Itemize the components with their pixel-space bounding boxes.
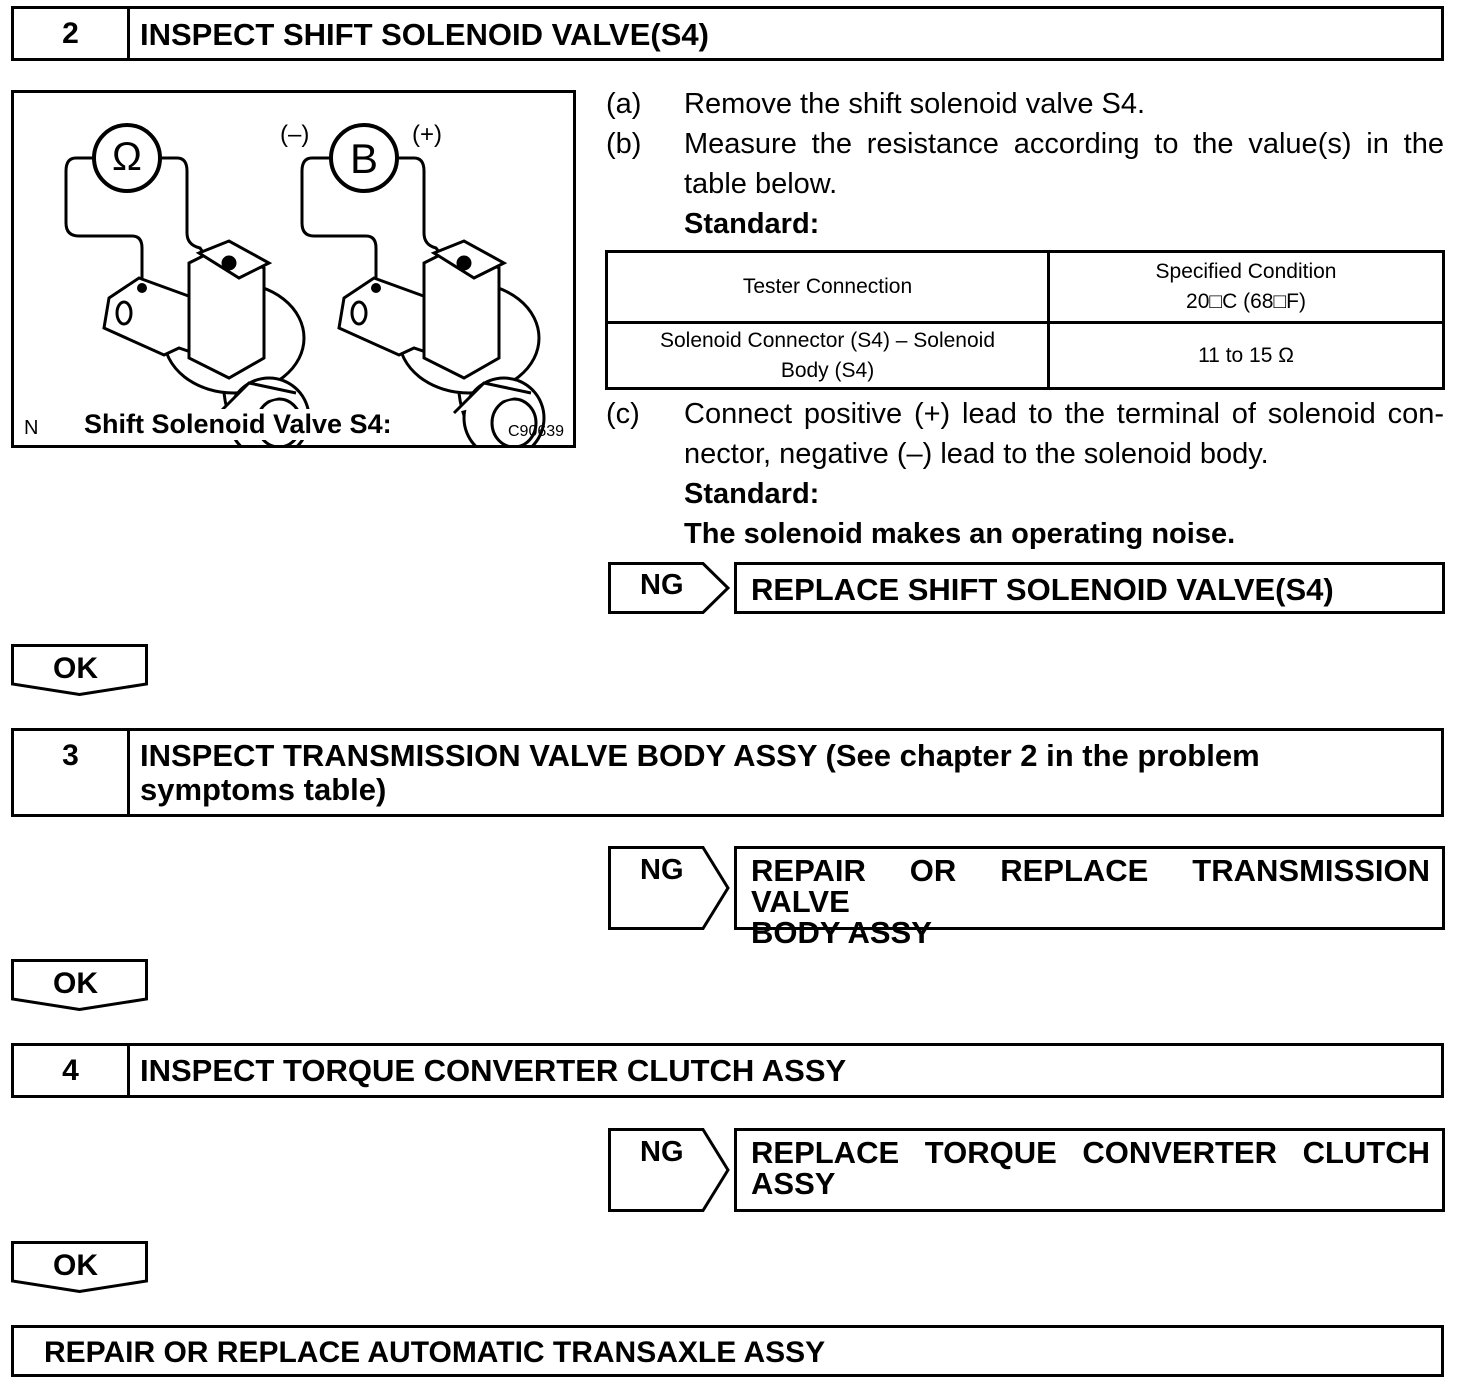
step-number: 4 xyxy=(14,1046,130,1095)
ng-arrow-step2 xyxy=(608,562,730,614)
step-title-line1: INSPECT TRANSMISSION VALVE BODY ASSY (See chapter 2 in the problem xyxy=(140,738,1260,773)
ohm-symbol: Ω xyxy=(112,135,142,179)
ng-label: NG xyxy=(640,854,684,886)
step-b-text: Measure the resistance according to the value(s) in the table below. xyxy=(684,128,1444,200)
step-title: INSPECT TORQUE CONVERTER CLUTCH ASSY xyxy=(140,1053,847,1088)
standard-text: The solenoid makes an operating noise. xyxy=(684,518,1236,550)
ng-action-line1: REPLACE TORQUE CONVERTER CLUTCH xyxy=(751,1135,1430,1170)
table-header-specified-condition: Specified Condition 20□C (68□F) xyxy=(1049,252,1444,323)
ng-action-line1: REPAIR OR REPLACE TRANSMISSION VALVE xyxy=(751,853,1430,919)
battery-lead-positive xyxy=(397,158,446,261)
ohmmeter-lead-right xyxy=(160,158,209,261)
step-c-letter: (c) xyxy=(606,398,640,430)
step-4-header xyxy=(11,1043,1444,1098)
ng-action-step2: REPLACE SHIFT SOLENOID VALVE(S4) xyxy=(734,562,1445,614)
ng-action-step4 xyxy=(734,1128,1445,1212)
ng-label: NG xyxy=(640,569,684,601)
positive-label: (+) xyxy=(412,121,442,148)
step-title-line2: symptoms table) xyxy=(140,772,387,807)
ok-label: OK xyxy=(53,967,98,1000)
battery-symbol: B xyxy=(349,135,378,182)
ok-arrow-step4 xyxy=(11,1241,148,1291)
final-action: REPAIR OR REPLACE AUTOMATIC TRANSAXLE ASSY xyxy=(44,1336,826,1369)
step-c-line1: Connect positive (+) lead to the terminal of solenoid con- xyxy=(684,398,1444,430)
standard-label: Standard: xyxy=(684,208,820,240)
specification-table xyxy=(605,250,1445,390)
negative-label: (–) xyxy=(280,121,310,148)
step-number: 2 xyxy=(14,9,130,58)
ok-arrow-step3 xyxy=(11,959,148,1009)
ok-arrow-step2 xyxy=(11,644,148,694)
ng-action-line2: ASSY xyxy=(751,1166,836,1201)
figure-code: C90639 xyxy=(508,423,565,440)
ng-action-line2: BODY ASSY xyxy=(751,915,932,950)
standard-label-2: Standard: xyxy=(684,478,820,510)
step-a-letter: (a) xyxy=(606,88,642,120)
figure-corner-label: N xyxy=(24,417,39,439)
figure-caption: Shift Solenoid Valve S4: xyxy=(84,409,392,439)
ok-label: OK xyxy=(53,652,98,685)
step-number: 3 xyxy=(14,731,130,814)
step-2-header xyxy=(11,6,1444,61)
step-b-letter: (b) xyxy=(606,128,642,160)
step-c-line2: nector, negative (–) lead to the solenoid body. xyxy=(684,438,1269,470)
step-a-text: Remove the shift solenoid valve S4. xyxy=(684,88,1146,120)
table-header-tester-connection: Tester Connection xyxy=(607,252,1049,323)
ok-label: OK xyxy=(53,1249,98,1282)
table-cell-connection: Solenoid Connector (S4) – Solenoid Body (S4) xyxy=(607,323,1049,389)
ng-label: NG xyxy=(640,1136,684,1168)
ng-action-step3 xyxy=(734,846,1445,950)
table-cell-resistance: 11 to 15 Ω xyxy=(1049,323,1444,389)
step-3-header xyxy=(11,728,1444,817)
final-action-box xyxy=(11,1325,1444,1377)
ng-arrow-step3 xyxy=(608,846,730,930)
solenoid-figure xyxy=(11,90,576,448)
step-title: INSPECT SHIFT SOLENOID VALVE(S4) xyxy=(140,17,709,52)
ng-arrow-step4 xyxy=(608,1128,730,1212)
